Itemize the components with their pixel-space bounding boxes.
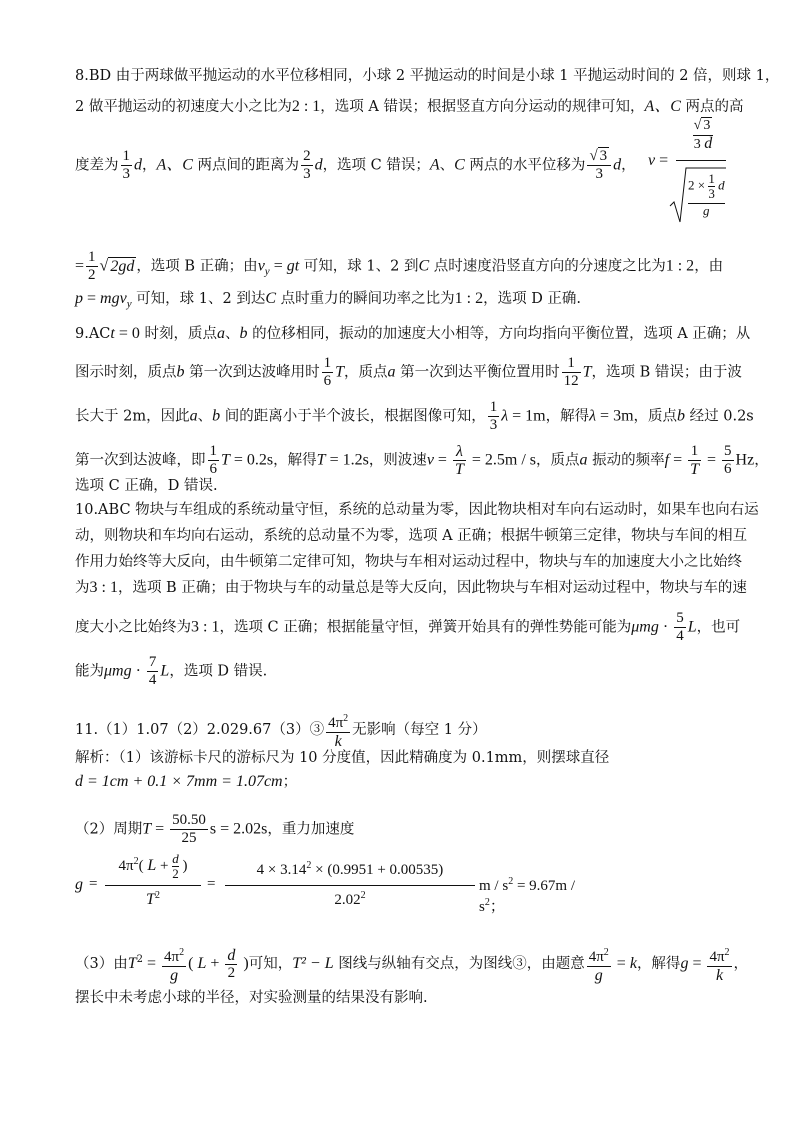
q10-text: 作用力始终等大反向，由牛顿第二定律可知，物块与车相对运动过程中，物块与车的加速度大小之比始终 bbox=[75, 554, 742, 570]
q11-text: （2）周期 bbox=[75, 821, 143, 838]
q11-graph-name: T² − L bbox=[292, 955, 334, 972]
q9-text: 长大于 2m，因此 bbox=[75, 408, 190, 425]
q9-text: ，则波速 bbox=[368, 452, 427, 469]
fraction: $\frac{4\pi^2}{k}$ bbox=[326, 710, 350, 750]
q9-text: ，选项 B 错误；由于波 bbox=[591, 364, 742, 381]
q9-text: ，质点 bbox=[536, 452, 580, 469]
fraction: $\frac{√ 3}{3}$ bbox=[587, 148, 611, 183]
q9-text: 图示时刻，质点 bbox=[75, 364, 177, 381]
q9-line-2: 图示时刻，质点b 第一次到达波峰用时 $\frac{1}{6}$ T，质点a 第一次到达平衡位置用时 $\frac{1}{12}$ T，选项 B 错误；由于波 bbox=[75, 355, 742, 389]
q11-text: ； bbox=[282, 774, 298, 790]
q10-text: ，选项 C 正确；根据能量守恒，弹簧开始具有的弹性势能可能为 bbox=[219, 619, 632, 636]
q8-line-4: = $\frac{1}{2}$ √ 2gd ，选项 B 正确；由$v_y$ = gt 可知，球 1、2 到C 点时速度沿竖直方向的分速度之比为1 : 2，由 bbox=[75, 249, 724, 283]
q11-text: 无影响（每空 1 分） bbox=[352, 722, 487, 738]
q10-line-1 bbox=[75, 500, 759, 520]
q9-line-3: 长大于 2m，因此a、b 间的距离小于半个波长，根据图像可知， $\frac{1}{3}$ λ = 1m，解得λ = 3m，质点b 经过 0.2s bbox=[75, 399, 754, 433]
fraction: $\frac{7}{4}$ bbox=[148, 654, 157, 688]
q11-text: 解析：（1）该游标卡尺的游标尺为 10 分度值，因此精确度为 0.1mm，则摆球直径 bbox=[75, 750, 610, 766]
q8-text: 点时速度沿竖直方向的分速度之比为 bbox=[429, 258, 666, 275]
q8-text: 2 做平抛运动的初速度大小之比为 bbox=[75, 99, 292, 115]
q9-text: 、 bbox=[225, 326, 240, 342]
q8-text: ，由 bbox=[694, 258, 724, 275]
q9-line-1: 9.ACt = 0 时刻，质点a、b 的位移相同，振动的加速度大小相等，方向均指向平衡位置，选项 A 正确；从 bbox=[75, 325, 751, 342]
q10-ratio: 3 : 1 bbox=[89, 579, 118, 596]
q9-text: 第一次到达波峰用时 bbox=[184, 364, 320, 381]
fraction: $\frac{50.50}{25}$ bbox=[172, 812, 206, 846]
q10-text: 10.ABC 物块与车组成的系统动量守恒，系统的总动量为零，因此物块相对车向右运动时，如果车也向右运 bbox=[75, 502, 759, 518]
fraction: $\frac{4\pi^2}{k}$ bbox=[707, 944, 731, 984]
q8-text: ，选项 A 错误；根据竖直方向分运动的规律可知， bbox=[320, 99, 645, 115]
velocity-symbol: v = bbox=[648, 152, 669, 169]
q9-text: ，解得 bbox=[273, 452, 317, 469]
q9-text: 9.AC bbox=[75, 326, 111, 342]
fraction: $\frac{2}{3}$ bbox=[303, 148, 311, 182]
q10-line-4 bbox=[75, 578, 747, 598]
q9-line-5 bbox=[75, 476, 735, 496]
fraction: $\frac{1}{6}$ bbox=[209, 443, 217, 477]
fraction: $\frac{4\pi^2}{g}$ bbox=[162, 944, 186, 984]
fraction: $\frac{d}{2}$ bbox=[227, 946, 236, 981]
q8-text: 度差为 bbox=[75, 157, 119, 174]
q9-text: 时刻，质点 bbox=[139, 326, 217, 342]
q9-text: 经过 0.2s bbox=[685, 408, 754, 425]
fraction: $\frac{4\pi^2}{g}$ bbox=[587, 944, 611, 984]
q11-line-4: （2）周期T = $\frac{50.50}{25}$ s = 2.02s，重力加速度 bbox=[75, 812, 355, 846]
q10-line-3 bbox=[75, 552, 742, 572]
q8-text: ，选项 C 错误； bbox=[322, 157, 430, 174]
fraction: $\frac{5}{6}$ bbox=[724, 443, 732, 477]
q11-text: 摆长中未考虑小球的半径，对实验测量的结果没有影响. bbox=[75, 990, 428, 1006]
q9-text: 选项 C 正确，D 错误. bbox=[75, 478, 218, 494]
q11-text: （3）由 bbox=[75, 956, 128, 972]
q11-line-7 bbox=[75, 988, 735, 1008]
q9-text: 的位移相同，振动的加速度大小相等，方向均指向平衡位置，选项 A 正确；从 bbox=[247, 326, 751, 342]
fraction: $\frac{1}{12}$ bbox=[563, 355, 579, 389]
velocity-denominator: 2 × $\frac{1}{3}$ d g bbox=[668, 166, 728, 224]
q8-line-1 bbox=[75, 66, 780, 86]
q10-ratio: 3 : 1 bbox=[191, 618, 220, 636]
q8-text: ，选项 D 正确. bbox=[483, 291, 582, 307]
velocity-numerator: √ 3 3 d bbox=[693, 118, 713, 152]
g-formula: g = $4\pi^2$( L + $\frac{d}{2}$ ) $T^2$ = $4 \times 3.14^2 \times (0.9951 + 0.00535)$ 2.02$^2$ $m / s^2 = 9.67m / s^2$； bbox=[75, 851, 575, 915]
q10-line-5: 度大小之比始终为3 : 1，选项 C 正确；根据能量守恒，弹簧开始具有的弹性势能可能为μmg · $\frac{5}{4}$ L，也可 bbox=[75, 610, 741, 644]
fraction: $\frac{5}{4}$ bbox=[676, 610, 684, 644]
q10-line-6: 能为μmg · $\frac{7}{4}$ L，选项 D 错误. bbox=[75, 654, 268, 688]
q11-text: ，解得 bbox=[636, 956, 681, 972]
q8-text: 可知，球 1、2 到达 bbox=[131, 291, 266, 307]
q11-diameter: d = 1cm + 0.1 × 7mm = 1.07cm bbox=[75, 773, 283, 790]
q9-text: 间的距离小于半个波长，根据图像可知， bbox=[220, 408, 486, 425]
q10-text: ，选项 B 正确；由于物块与车的动量总是等大反向，因此物块与车相对运动过程中，物块与车的速 bbox=[117, 580, 747, 596]
q11-text: 可知， bbox=[248, 956, 293, 972]
q8-text: 两点的高 bbox=[680, 99, 744, 115]
q10-text: ，选项 D 错误. bbox=[169, 663, 268, 680]
q10-text: 为 bbox=[75, 580, 90, 596]
q10-line-2 bbox=[75, 526, 748, 546]
q8-line-2 bbox=[75, 97, 744, 117]
q8-ratio: 2 : 1 bbox=[291, 98, 321, 115]
q8-points: A、C bbox=[156, 156, 193, 174]
q10-text: 能为 bbox=[75, 663, 104, 680]
q8-text: 可知，球 1、2 到 bbox=[299, 258, 419, 275]
fraction: $\frac{1}{T}$ bbox=[690, 443, 699, 478]
q8-text: 点时重力的瞬间功率之比为 bbox=[276, 291, 455, 307]
q8-line-5: p = mgv$_y$ 可知，球 1、2 到达C 点时重力的瞬间功率之比为1 : 2，选项 D 正确. bbox=[75, 290, 582, 310]
q8-line-3: 度差为 $\frac{1}{3}$ d，A、C 两点间的距离为 $\frac{2}{3}$ d，选项 C 错误；A、C 两点的水平位移为 $\frac{√ 3}{3}$ d， bbox=[75, 148, 636, 182]
fraction: $\frac{\lambda}{T}$ bbox=[454, 443, 464, 478]
q9-line-4: 第一次到达波峰，即 $\frac{1}{6}$ T = 0.2s，解得T = 1.2s，则波速v = $\frac{\lambda}{T}$ = 2.5m / s，质点a 振动的频率f = $\frac{1}{T}$ = $\frac{5}{6}$ Hz， bbox=[75, 443, 769, 478]
fraction: $\frac{1}{3}$ bbox=[122, 148, 130, 182]
q11-text: 图线与纵轴有交点，为图线③，由题意 bbox=[333, 956, 585, 972]
fraction: $\frac{1}{3}$ bbox=[489, 399, 498, 433]
q8-text: 两点的水平位移为 bbox=[464, 157, 586, 174]
fraction: $\frac{1}{6}$ bbox=[323, 355, 332, 389]
q11-line-6: （3）由$T^2$ = $\frac{4\pi^2}{g}$ ( L + $\frac{d}{2}$ )可知，T² − L 图线与纵轴有交点，为图线③，由题意 $\frac{4\pi^2}{g}$ = k，解得g = $\frac{4\pi^2}{k}$ ， bbox=[75, 944, 735, 984]
fraction-bar bbox=[676, 160, 726, 161]
q10-text: 度大小之比始终为 bbox=[75, 619, 191, 636]
q9-text: ，质点 bbox=[633, 408, 678, 425]
q11-line-2 bbox=[75, 748, 735, 768]
q9-text: ，质点 bbox=[344, 364, 388, 381]
q11-line-3 bbox=[75, 772, 735, 792]
q11-answers: 11.（1）1.07（2）2.029.67（3）③ bbox=[75, 722, 325, 738]
q8-text: 8.BD 由于两球做平抛运动的水平位移相同，小球 2 平抛运动的时间是小球 1 平抛运动时间的 2 倍，则球 1， bbox=[75, 68, 780, 84]
q8-text: ， bbox=[142, 157, 157, 174]
q9-text: 第一次到达平衡位置用时 bbox=[395, 364, 560, 381]
q9-text: ，解得 bbox=[545, 408, 590, 425]
fraction: $\frac{1}{2}$ bbox=[88, 249, 96, 283]
q9-text: 振动的频率 bbox=[587, 452, 665, 469]
q8-text: 两点间的距离为 bbox=[192, 157, 300, 174]
q9-text: 第一次到达波峰，即 bbox=[75, 452, 206, 469]
q8-text: ，选项 B 正确；由 bbox=[136, 258, 258, 275]
q10-text: ，也可 bbox=[696, 619, 741, 636]
q8-points: A、C bbox=[644, 98, 681, 115]
q10-text: 动，则物块和车均向右运动，系统的总动量不为零，选项 A 正确；根据牛顿第三定律，物块与车间的相互 bbox=[75, 528, 748, 544]
q11-text: ，重力加速度 bbox=[267, 821, 355, 838]
q11-line-1 bbox=[75, 710, 735, 750]
